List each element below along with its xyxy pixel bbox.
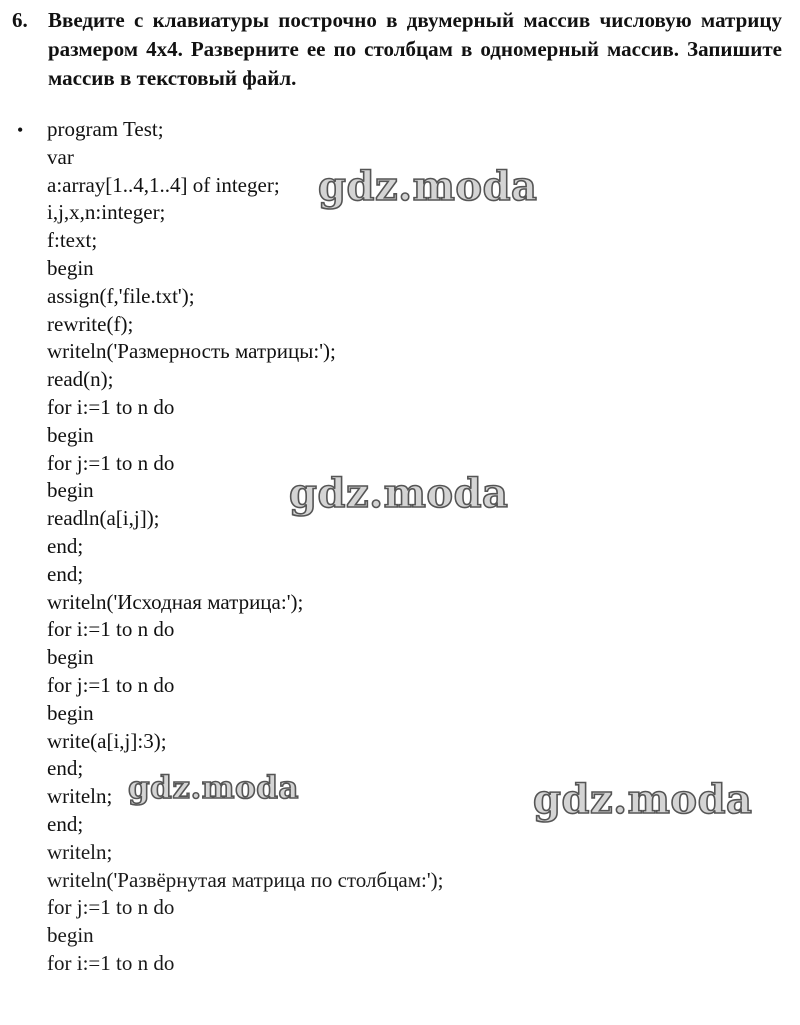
code-line: writeln('Исходная матрица:'); (47, 589, 304, 614)
code-line: write(a[i,j]:3); (47, 728, 167, 753)
code-line: assign(f,'file.txt'); (47, 283, 195, 308)
code-listing (47, 116, 444, 978)
code-line: i,j,x,n:integer; (47, 200, 166, 225)
code-line: for i:=1 to n do (47, 950, 175, 975)
code-line: for j:=1 to n do (47, 895, 175, 920)
code-line: begin (47, 478, 94, 503)
code-line: readln(a[i,j]); (47, 506, 160, 531)
code-line: writeln; (47, 784, 113, 809)
list-bullet: • (17, 120, 24, 140)
code-line: rewrite(f); (47, 311, 134, 336)
code-line: f:text; (47, 228, 98, 253)
code-line: writeln; (47, 839, 113, 864)
code-line: a:array[1..4,1..4] of integer; (47, 172, 280, 197)
code-line: for i:=1 to n do (47, 617, 175, 642)
watermark: gdz.moda (289, 470, 509, 517)
code-line: program Test; (47, 117, 164, 141)
code-line: end; (47, 811, 84, 836)
code-line: begin (47, 645, 94, 670)
code-line: var (47, 144, 74, 169)
code-line: writeln('Развёрнутая матрица по столбцам:'); (47, 867, 444, 892)
code-line: begin (47, 700, 94, 725)
code-line: end; (47, 561, 84, 586)
watermark: gdz.moda (318, 163, 538, 210)
code-line: begin (47, 422, 94, 447)
code-line: end; (47, 756, 84, 781)
code-line: for j:=1 to n do (47, 450, 175, 475)
code-line: for j:=1 to n do (47, 672, 175, 697)
code-line: for i:=1 to n do (47, 394, 175, 419)
code-line: begin (47, 255, 94, 280)
code-line: read(n); (47, 367, 114, 392)
task-text: Введите с клавиатуры построчно в двумерный массив числовую матрицу размером 4x4. Разверните ее по столбцам в одномерный массив. Запишите массив в текстовый файл. (48, 8, 782, 90)
watermark: gdz.moda (128, 770, 299, 806)
watermark: gdz.moda (533, 776, 753, 823)
code-line: end; (47, 533, 84, 558)
task-statement (12, 6, 782, 93)
code-line: begin (47, 923, 94, 948)
task-number: 6. (12, 8, 28, 32)
code-line: writeln('Размерность матрицы:'); (47, 339, 336, 364)
